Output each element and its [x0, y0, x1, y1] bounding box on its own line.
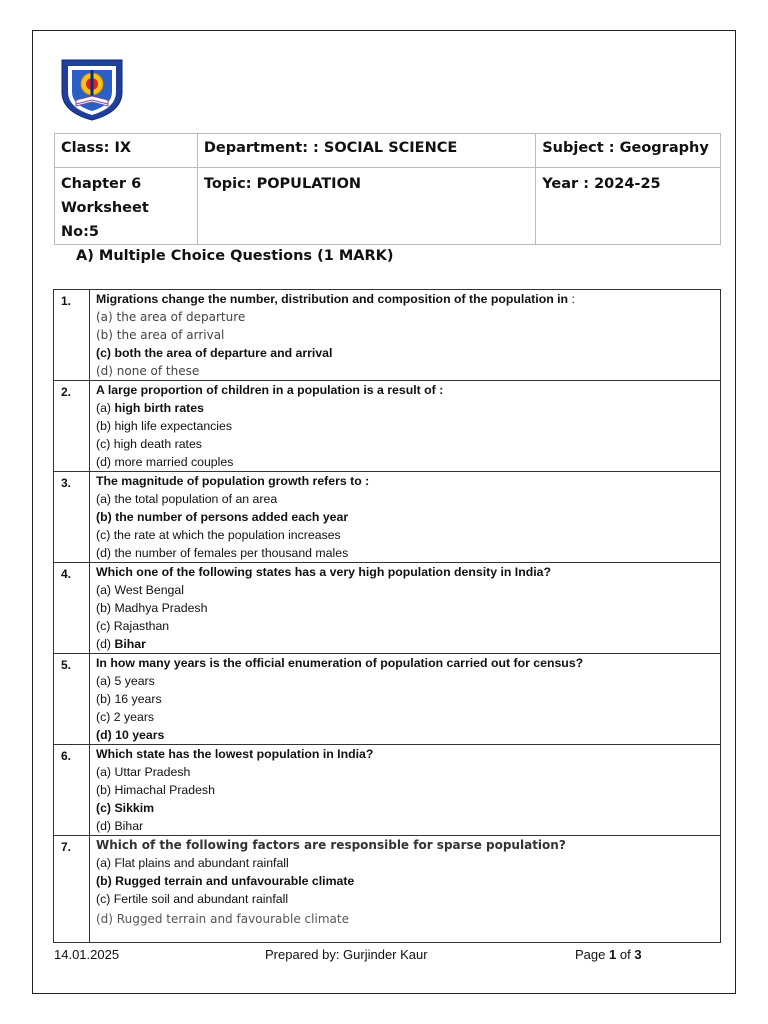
- header-table: [54, 133, 721, 245]
- option-b: (b) 16 years: [96, 692, 162, 706]
- page-of: of: [619, 947, 631, 962]
- question-suffix: :: [568, 292, 575, 306]
- section-title: A) Multiple Choice Questions (1 MARK): [76, 248, 394, 264]
- question-text: Migrations change the number, distribution and composition of the population in: [96, 292, 569, 306]
- worksheet-label: Worksheet No:5: [61, 200, 149, 240]
- department-cell: Department: : SOCIAL SCIENCE: [197, 134, 535, 168]
- option-d: (d) none of these: [96, 364, 200, 378]
- question-number: 5.: [54, 654, 90, 745]
- option-c: (c) Fertile soil and abundant rainfall: [96, 892, 289, 906]
- question-text: The magnitude of population growth refers to :: [96, 474, 370, 488]
- option-a-prefix: (a): [96, 401, 112, 415]
- question-text: A large proportion of children in a population is a result of :: [96, 383, 444, 397]
- year-cell: Year : 2024-25: [536, 168, 721, 245]
- footer-date: 14.01.2025: [54, 947, 120, 962]
- option-a: (a) the total population of an area: [96, 492, 278, 506]
- question-number: 1.: [54, 290, 90, 381]
- question-row: [54, 381, 721, 472]
- question-text: In how many years is the official enumeration of population carried out for census?: [96, 656, 584, 670]
- option-c: (c) 2 years: [96, 710, 155, 724]
- question-body: [90, 472, 721, 563]
- option-d: (d) more married couples: [96, 455, 234, 469]
- option-b: (b) Himachal Pradesh: [96, 783, 215, 797]
- option-d: (d) Rugged terrain and favourable climate: [96, 912, 349, 926]
- question-row: [54, 290, 721, 381]
- question-body: [90, 381, 721, 472]
- page-total: 3: [634, 947, 642, 962]
- option-a: (a) Uttar Pradesh: [96, 765, 191, 779]
- question-row: [54, 472, 721, 563]
- question-body: [90, 745, 721, 836]
- option-c: (c) Rajasthan: [96, 619, 170, 633]
- option-b: (b) the area of arrival: [96, 328, 225, 342]
- footer-page-number: [575, 947, 642, 962]
- option-b: (b) Rugged terrain and unfavourable climate: [96, 874, 355, 888]
- question-text: Which one of the following states has a very high population density in India?: [96, 565, 552, 579]
- question-number: 2.: [54, 381, 90, 472]
- option-d: [96, 635, 720, 653]
- chapter-cell: [55, 168, 198, 245]
- option-d: (d) Bihar: [96, 819, 144, 833]
- option-a: (a) Flat plains and abundant rainfall: [96, 856, 289, 870]
- question-body: [90, 654, 721, 745]
- option-c: (c) the rate at which the population increases: [96, 528, 341, 542]
- option-b: (b) high life expectancies: [96, 419, 233, 433]
- chapter-label: Chapter 6: [61, 176, 142, 192]
- option-d-prefix: (d): [96, 637, 112, 651]
- page-current: 1: [609, 947, 617, 962]
- question-number: 3.: [54, 472, 90, 563]
- option-a: (a) the area of departure: [96, 310, 246, 324]
- question-row: [54, 745, 721, 836]
- option-c: (c) both the area of departure and arrival: [96, 346, 333, 360]
- mcq-table: [53, 289, 721, 943]
- question-body: [90, 563, 721, 654]
- option-d-answer: Bihar: [114, 637, 146, 651]
- question-row: [54, 563, 721, 654]
- option-a: (a) 5 years: [96, 674, 155, 688]
- footer-prepared-by: Prepared by: Gurjinder Kaur: [265, 947, 428, 962]
- option-c: (c) Sikkim: [96, 801, 155, 815]
- option-b: (b) the number of persons added each year: [96, 510, 349, 524]
- question-number: 4.: [54, 563, 90, 654]
- question-row: [54, 654, 721, 745]
- option-a-answer: high birth rates: [114, 401, 204, 415]
- option-c: (c) high death rates: [96, 437, 202, 451]
- question-body: [90, 290, 721, 381]
- option-d: (d) the number of females per thousand males: [96, 546, 349, 560]
- option-a: [96, 399, 720, 417]
- question-number: 6.: [54, 745, 90, 836]
- subject-cell: Subject : Geography: [536, 134, 721, 168]
- school-logo-icon: [58, 56, 126, 122]
- page-prefix: Page: [575, 947, 606, 962]
- question-number: 7.: [54, 836, 90, 943]
- option-d: (d) 10 years: [96, 728, 165, 742]
- option-a: (a) West Bengal: [96, 583, 184, 597]
- question-body: [90, 836, 721, 943]
- question-text: Which of the following factors are responsible for sparse population?: [96, 838, 566, 852]
- option-b: (b) Madhya Pradesh: [96, 601, 208, 615]
- question-text: Which state has the lowest population in India?: [96, 747, 374, 761]
- question-row: [54, 836, 721, 943]
- topic-cell: Topic: POPULATION: [197, 168, 535, 245]
- class-cell: Class: IX: [55, 134, 198, 168]
